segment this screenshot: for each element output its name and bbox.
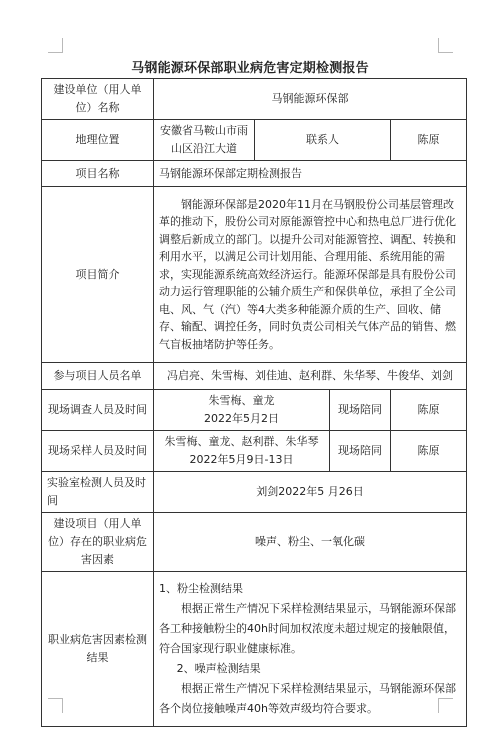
project-intro-label: 项目简介: [42, 187, 154, 363]
row-survey: [42, 390, 467, 431]
survey-label: 现场调查人员及时间: [42, 390, 154, 431]
row-project-name: [42, 161, 467, 187]
row-participants: [42, 363, 467, 390]
row-location: [42, 120, 467, 161]
document-title: 马钢能源环保部职业病危害定期检测报告: [131, 61, 369, 76]
lab-value: 刘剑2022年5 月26日: [154, 472, 467, 513]
dust-text: 根据正常生产情况下采样检测结果显示，马钢能源环保部各工种接触粉尘的40h时间加权浓度未超过规定的接触限值，符合国家现行职业健康标准。: [159, 602, 456, 655]
lab-label: 实验室检测人员及时间: [42, 472, 154, 513]
participants-label: 参与项目人员名单: [42, 363, 154, 390]
sampling-escort-value: 陈原: [391, 431, 467, 472]
sampling-value: 朱雪梅、童龙、赵利群、朱华琴 2022年5月9日-13日: [154, 431, 330, 472]
report-table: [41, 78, 467, 727]
sampling-escort-label: 现场陪同: [330, 431, 391, 472]
crop-mark-top-left: [48, 38, 63, 53]
hazards-label: 建设项目（用人单位）存在的职业病危害因素: [42, 513, 154, 572]
project-name-label: 项目名称: [42, 161, 154, 187]
noise-heading: 2、噪声检测结果: [176, 662, 261, 675]
survey-value: 朱雪梅、童龙 2022年5月2日: [154, 390, 330, 431]
unit-value: 马钢能源环保部: [154, 79, 467, 120]
survey-escort-value: 陈原: [391, 390, 467, 431]
row-project-intro: [42, 187, 467, 363]
row-lab: [42, 472, 467, 513]
unit-label: 建设单位（用人单位）名称: [42, 79, 154, 120]
project-intro-cell: [154, 187, 467, 363]
row-results: [42, 572, 467, 727]
crop-mark-top-right: [438, 38, 453, 53]
survey-escort-label: 现场陪同: [330, 390, 391, 431]
row-unit: [42, 79, 467, 120]
location-label: 地理位置: [42, 120, 154, 161]
dust-heading: 1、粉尘检测结果: [159, 582, 243, 595]
noise-text: 根据正常生产情况下采样检测结果显示，马钢能源环保部各个岗位接触噪声40h等效声级均符合要求。: [159, 682, 456, 715]
results-cell: [154, 572, 467, 727]
project-intro-text: 钢能源环保部是2020年11月在马钢股份公司基层管理改革的推动下，股份公司对原能源管控中心和热电总厂进行优化调整后新成立的部门。以提升公司对能源管控、调配、转换和利用水平，以满足公司计划用能、合理用能、系统用能的需求，实现能源系统高效经济运行。能源环保部是具有股份公司动力运行管理职能的公辅介质生产和保供单位，承担了全公司电、风、气（汽）等4大类多种能源介质的生产、回收、储存、输配、调控任务，同时负责公司相关气体产品的销售、燃气盲板抽堵防护等任务。: [159, 197, 456, 351]
hazards-value: 噪声、粉尘、一氧化碳: [154, 513, 467, 572]
row-hazards: [42, 513, 467, 572]
contact-value: 陈原: [391, 120, 467, 161]
row-sampling: [42, 431, 467, 472]
project-name-value: 马钢能源环保部定期检测报告: [154, 161, 467, 187]
contact-label: 联系人: [255, 120, 391, 161]
location-value: 安徽省马鞍山市雨山区沿江大道: [154, 120, 255, 161]
participants-value: 冯启亮、朱雪梅、刘佳迪、赵利群、朱华琴、牛俊华、刘剑: [154, 363, 467, 390]
results-label: 职业病危害因素检测结果: [42, 572, 154, 727]
sampling-label: 现场采样人员及时间: [42, 431, 154, 472]
